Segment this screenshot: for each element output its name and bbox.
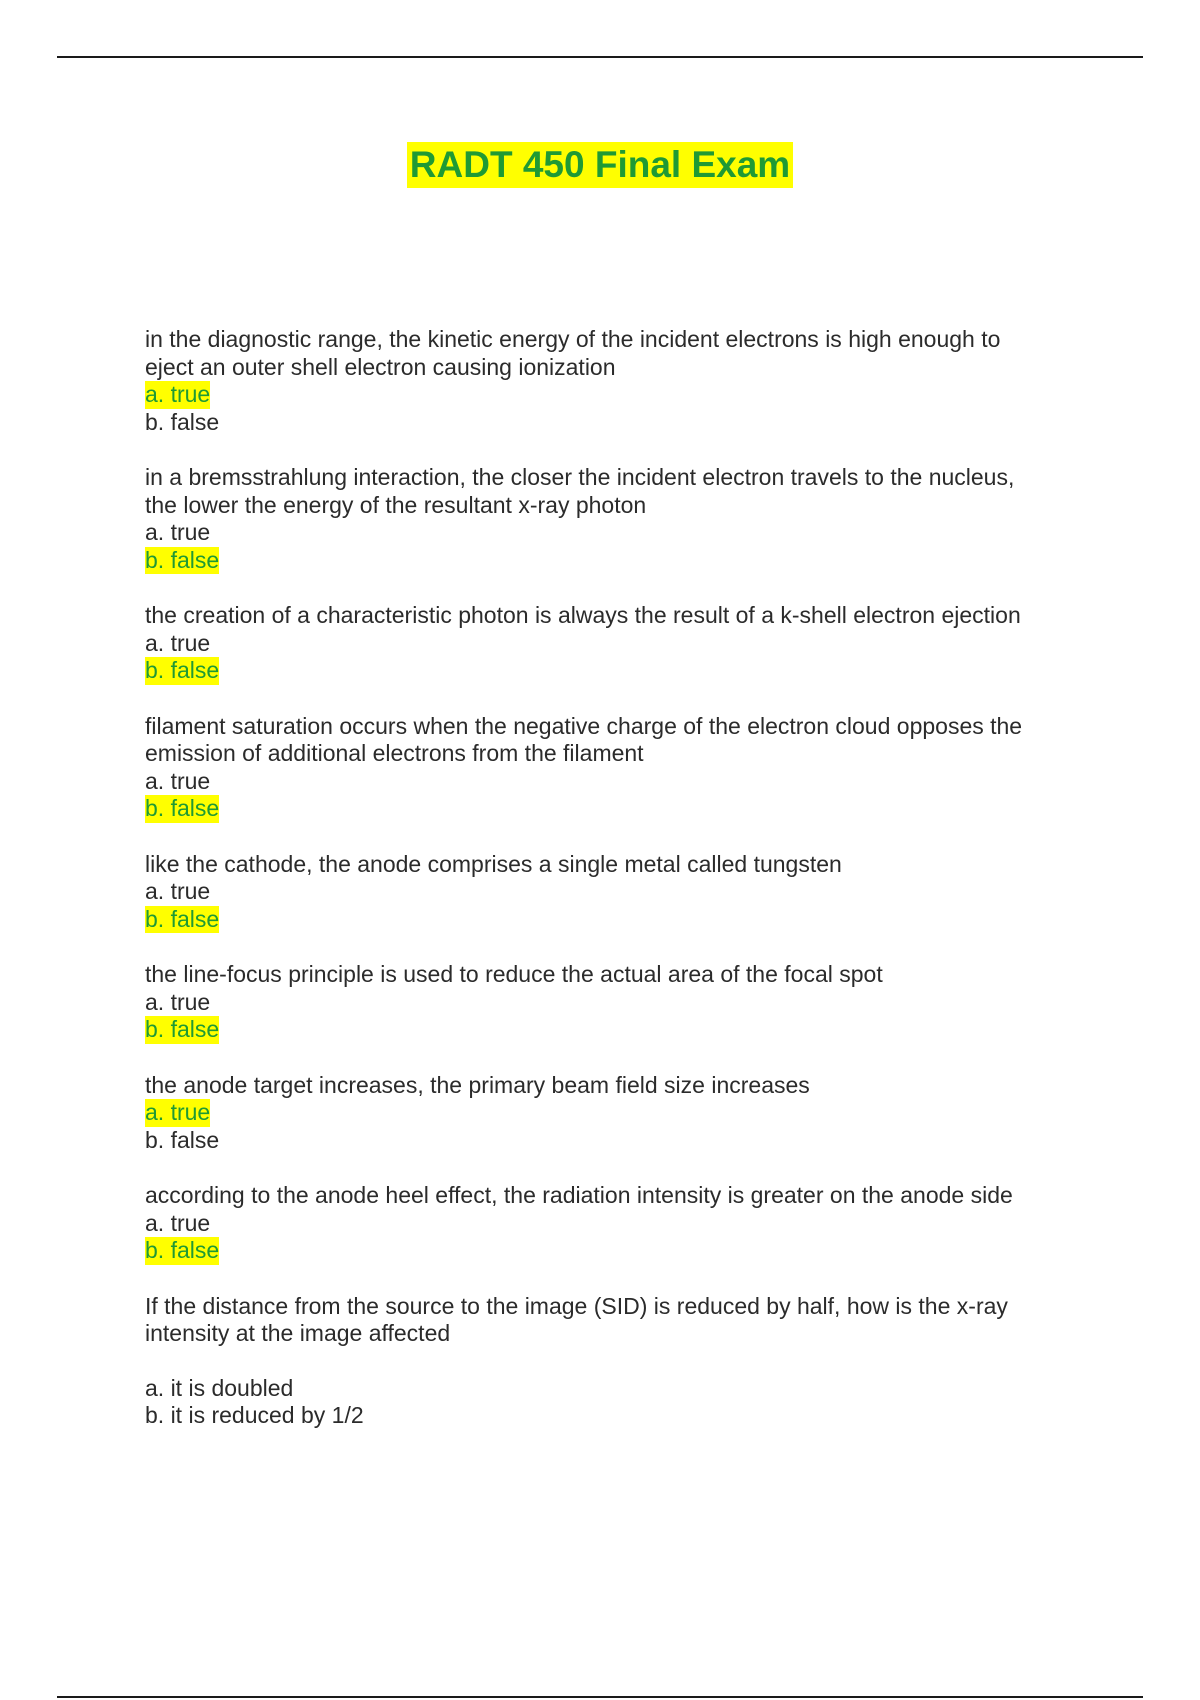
answer-label: a. true (145, 988, 211, 1015)
answer-option-b (145, 657, 1085, 685)
bottom-rule (57, 1696, 1143, 1698)
answer-option-b (145, 1402, 1085, 1430)
answer-label: a. true (145, 629, 211, 656)
answer-option-a (145, 1375, 1085, 1403)
answer-option-b (145, 409, 1085, 437)
answer-label: a. true (145, 519, 211, 545)
question-text: If the distance from the source to the image (SID) is reduced by half, how is the x-ray intensity at the image affected (145, 1292, 1008, 1346)
question-text: in a bremsstrahlung interaction, the closer the incident electron travels to the nucleus, the lower the energy of the resultant x-ray photon (145, 464, 1015, 518)
question-item (145, 961, 1085, 1044)
question-item (145, 851, 1085, 934)
answer-label: b. false (145, 1126, 220, 1153)
question-text: the anode target increases, the primary beam field size increases (145, 1071, 810, 1098)
question-text: like the cathode, the anode comprises a single metal called tungsten (145, 850, 842, 877)
answer-option-b (145, 547, 1085, 575)
answer-option-a (145, 519, 1085, 547)
answer-option-b (145, 906, 1085, 934)
correct-answer-highlight: b. false (145, 546, 220, 573)
answer-label: a. it is doubled (145, 1374, 294, 1401)
title-container (0, 142, 1200, 188)
correct-answer-highlight: a. true (145, 381, 211, 407)
answer-label: a. true (145, 878, 211, 904)
question-text: the creation of a characteristic photon is always the result of a k-shell electron ejection (145, 602, 1021, 628)
question-text: the line-focus principle is used to reduce the actual area of the focal spot (145, 961, 883, 987)
question-item (145, 1072, 1085, 1155)
correct-answer-highlight: b. false (145, 795, 220, 821)
answer-option-a (145, 878, 1085, 906)
answer-option-a (145, 1099, 1085, 1127)
question-item (145, 1182, 1085, 1265)
answer-option-a (145, 381, 1085, 409)
correct-answer-highlight: a. true (145, 1099, 211, 1125)
question-list (145, 326, 1085, 1458)
question-item (145, 464, 1085, 574)
question-item (145, 713, 1085, 823)
question-item (145, 1293, 1085, 1430)
answer-label: b. it is reduced by 1/2 (145, 1402, 364, 1428)
answer-label: a. true (145, 767, 211, 794)
question-text: filament saturation occurs when the negative charge of the electron cloud opposes the emission of additional electrons from the filament (145, 712, 1023, 766)
answer-option-a (145, 1210, 1085, 1238)
answer-option-a (145, 989, 1085, 1017)
question-text: according to the anode heel effect, the radiation intensity is greater on the anode side (145, 1182, 1013, 1208)
answer-label: b. false (145, 408, 220, 435)
correct-answer-highlight: b. false (145, 905, 220, 932)
question-item (145, 602, 1085, 685)
answer-option-a (145, 630, 1085, 658)
correct-answer-highlight: b. false (145, 1016, 220, 1042)
correct-answer-highlight: b. false (145, 1237, 220, 1263)
top-rule (57, 56, 1143, 58)
correct-answer-highlight: b. false (145, 657, 220, 683)
answer-option-b (145, 1016, 1085, 1044)
question-item (145, 326, 1085, 436)
document-title: RADT 450 Final Exam (407, 142, 793, 188)
answer-option-a (145, 768, 1085, 796)
answer-option-b (145, 1237, 1085, 1265)
answer-label: a. true (145, 1209, 211, 1236)
answer-option-b (145, 1127, 1085, 1155)
question-text: in the diagnostic range, the kinetic energy of the incident electrons is high enough to eject an outer shell electron causing ionization (145, 326, 1001, 380)
answer-option-b (145, 795, 1085, 823)
